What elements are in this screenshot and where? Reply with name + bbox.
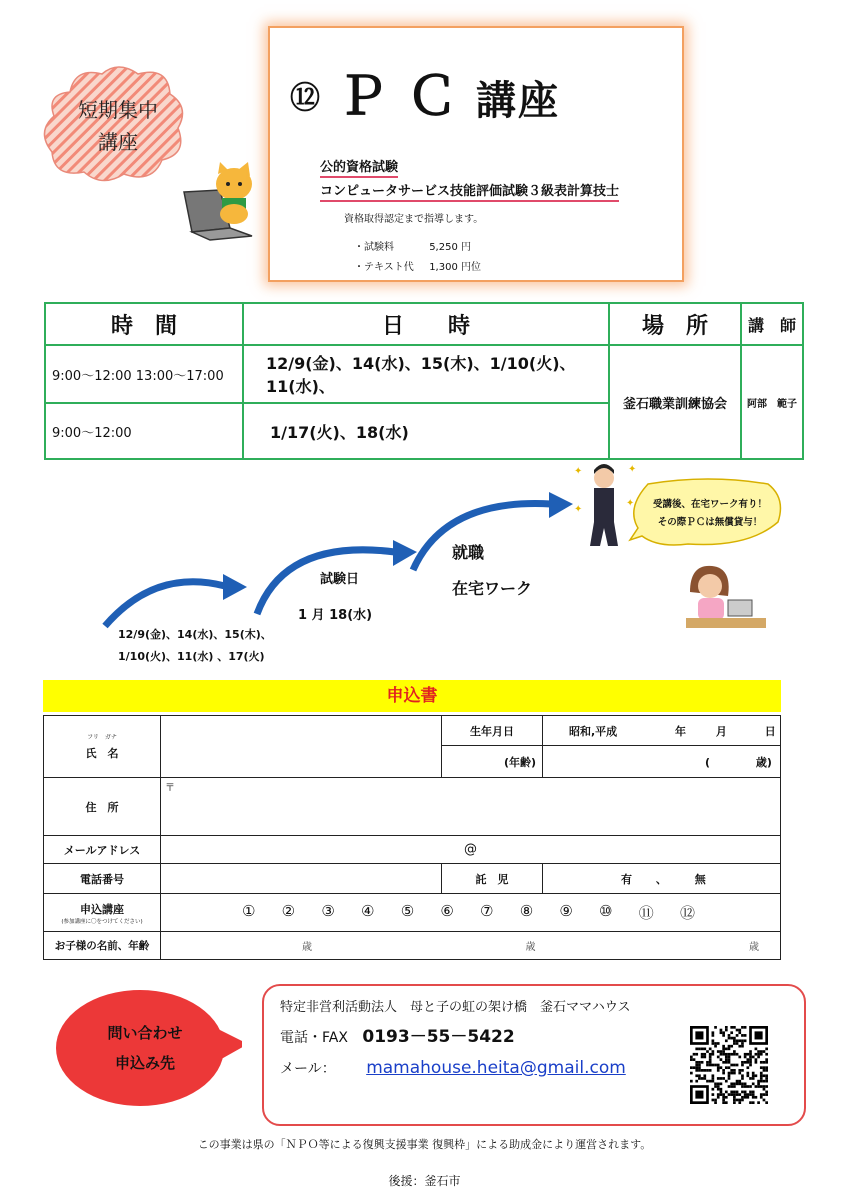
fee-text-label: ・テキスト代 (354, 262, 414, 273)
course-option-10[interactable]: ⑩ (599, 902, 613, 920)
footer-support: 後援：釜石市 (388, 1174, 461, 1188)
course-option-9[interactable]: ⑨ (559, 902, 573, 920)
fee-exam (354, 238, 471, 253)
svg-text:✦: ✦ (626, 498, 635, 509)
era-label: 昭和,平成 (569, 724, 618, 738)
children-label: お子様の名前、年齢 (44, 932, 161, 960)
course-option-4[interactable]: ④ (361, 902, 375, 920)
phone-row (280, 1022, 515, 1047)
phone-label: 電話番号 (44, 864, 161, 894)
woman-computer-illustration (684, 562, 768, 632)
course-title-kanji: 講座 (476, 78, 561, 124)
name-label-cell (44, 716, 161, 778)
exam-date: 1 月 18(水) (298, 608, 373, 623)
bubble-text: 受講後、在宅ワーク有り！ その際ＰＣは無償貸与！ (652, 499, 767, 528)
cat-laptop-illustration (176, 162, 258, 242)
teacher-cell: 阿部 範子 (741, 345, 803, 459)
email-field[interactable] (161, 836, 781, 864)
name-field[interactable] (161, 716, 442, 778)
phone-label-contact: 電話・FAX (280, 1030, 348, 1046)
row2-dates: 1/17(火)、18(水) (243, 403, 609, 459)
course-option-11[interactable]: ⑪ (638, 904, 654, 922)
job-label: 就職 (452, 543, 485, 562)
cert-line-2: コンピュータサービス技能評価試験３級表計算技士 (320, 180, 619, 202)
flow-step1-dates: 12/9(金)、14(水)、15(木)、 1/10(火)、11(水) 、17(火) (118, 628, 272, 663)
childcare-yes[interactable]: 有 (621, 872, 632, 886)
at-mark: @ (464, 842, 477, 857)
svg-text:✦: ✦ (574, 466, 583, 477)
guidance-text: 資格取得認定まで指導します。 (344, 214, 484, 225)
course-choices (161, 894, 781, 932)
month-label: 月 (715, 724, 727, 738)
fee-text (354, 258, 481, 273)
phone-number[interactable]: 0193－55－5422 (362, 1027, 515, 1047)
birth-field[interactable] (543, 716, 781, 746)
row1-dates: 12/9(金)、14(水)、15(木)、1/10(火)、11(水)、 (243, 345, 609, 403)
mail-row (280, 1058, 626, 1078)
course-options (162, 902, 779, 923)
course-option-5[interactable]: ⑤ (400, 902, 415, 920)
header-time: 時 間 (45, 303, 243, 345)
header-teacher: 講 師 (741, 303, 803, 345)
course-note: (参加講座に〇をつけてください) (61, 918, 143, 925)
row1-time: 9:00～12:00 13:00～17:00 (45, 345, 243, 403)
course-option-3[interactable]: ③ (321, 902, 335, 920)
form-title: 申込書 (43, 680, 781, 712)
furigana-label: フリ ガナ (87, 734, 117, 741)
age-close: 歳) (755, 755, 772, 769)
contact-bubble-text: 問い合わせ 申込み先 (107, 1024, 183, 1072)
svg-text:✦: ✦ (574, 504, 583, 515)
home-work-label: 在宅ワーク (452, 579, 533, 598)
age-open: ( (705, 755, 711, 769)
childcare-no[interactable]: 無 (694, 872, 706, 886)
cert-line-1: 公的資格試験 (320, 156, 398, 178)
birth-label: 生年月日 (442, 716, 543, 746)
course-label-cell (44, 894, 161, 932)
place-cell: 釜石職業訓練協会 (609, 345, 741, 459)
address-label: 住 所 (44, 778, 161, 836)
course-title-latin: ＰＣ (336, 67, 477, 127)
childcare-sep: 、 (655, 872, 667, 886)
address-field[interactable] (161, 778, 781, 836)
course-option-12[interactable]: ⑫ (679, 904, 695, 922)
course-number: ⑫ (290, 81, 322, 116)
child-age-unit-1: 歳 (302, 942, 312, 953)
fee-text-value: 1,300 円位 (429, 262, 481, 273)
header-place: 場 所 (609, 303, 741, 345)
row2-time: 9:00～12:00 (45, 403, 243, 459)
mail-label: メール： (280, 1061, 336, 1077)
qr-code-icon[interactable] (690, 1026, 768, 1104)
child-age-unit-2: 歳 (525, 942, 536, 953)
name-label: 氏 名 (85, 747, 119, 760)
phone-field[interactable] (161, 864, 442, 894)
mail-link[interactable]: mamahouse.heita@gmail.com (366, 1058, 626, 1078)
course-option-1[interactable]: ① (242, 902, 256, 920)
exam-label: 試験日 (320, 572, 360, 587)
course-title (290, 54, 560, 129)
badge-text: 短期集中 講座 (78, 98, 158, 154)
schedule-table (44, 302, 804, 460)
header-dates: 日 時 (243, 303, 609, 345)
course-label: 申込講座 (80, 902, 124, 916)
footer-note: この事業は県の「ＮＰＯ等による復興支援事業 復興枠」による助成金により運営されます。 (197, 1138, 652, 1151)
org-name: 特定非営利活動法人 母と子の虹の架け橋 釜石ママハウス (280, 1000, 631, 1015)
application-form (43, 715, 781, 960)
course-option-8[interactable]: ⑧ (519, 902, 534, 920)
day-label: 日 (764, 724, 776, 738)
fee-exam-value: 5,250 円 (429, 242, 471, 253)
children-field[interactable] (161, 932, 781, 960)
postal-mark: 〒 (165, 783, 175, 794)
svg-text:✦: ✦ (628, 464, 637, 475)
course-option-6[interactable]: ⑥ (440, 902, 454, 920)
child-age-unit-3: 歳 (749, 942, 759, 953)
course-option-7[interactable]: ⑦ (480, 902, 494, 920)
fee-exam-label: ・試験料 (354, 242, 394, 253)
email-label: メールアドレス (44, 836, 161, 864)
course-option-2[interactable]: ② (281, 902, 296, 920)
age-label: (年齢) (442, 746, 543, 778)
age-field[interactable] (543, 746, 781, 778)
childcare-field[interactable] (543, 864, 781, 894)
arrow-1 (105, 582, 225, 626)
year-label: 年 (675, 724, 687, 738)
childcare-label: 託 児 (442, 864, 543, 894)
